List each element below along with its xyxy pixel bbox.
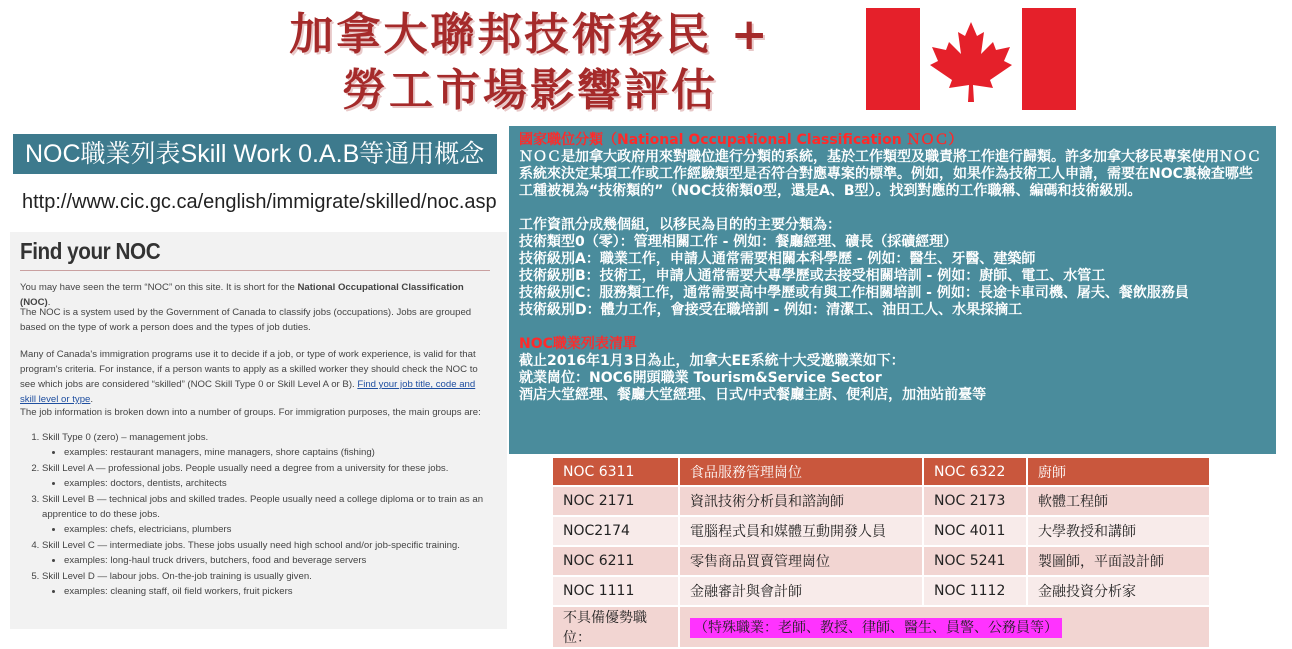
info-group: 技術級別A：職業工作，申請人通常需要相關本科學歷 - 例如：醫生、牙醫、建築師 [519,251,1036,267]
list-item: 4. Skill Level C — intermediate jobs. These jobs usually need high school and/or job-specific training. • examples: long-haul truck drivers, butchers, food and beverage servers [42,538,497,569]
list-item: 2. Skill Level A — professional jobs. People usually need a degree from a university for these jobs. • examples: doctors, dentists, architects [42,461,497,492]
info-list-line: 酒店大堂經理、餐廳大堂經理、日式/中式餐廳主廚、便利店，加油站前臺等 [519,387,987,403]
table-header-row: NOC 6311 食品服務管理崗位 NOC 6322 廚師 [551,458,1209,485]
table-row: NOC 2171 資訊技術分析員和諮詢師 NOC 2173 軟體工程師 [551,487,1209,515]
special-occupations: （特殊職業：老師、教授、律師、醫生、員警、公務員等） [690,618,1062,638]
flag-left-bar [866,8,920,110]
title-line-2: 勞工市場影響評估 [342,65,718,116]
list-item: 3. Skill Level B — technical jobs and skilled trades. People usually need a college diploma or to train as an apprentice to do these jobs. • examples: chefs, electricians, plumbers [42,492,497,538]
info-intro: ＮＯＣ是加拿大政府用來對職位進行分類的系統，基於工作類型及職責將工作進行歸類。許多加拿大移民專案使用ＮＯＣ系統來決定某項工作或工作經驗類型是否符合對應專案的標準。例如，如果作為技術工人申請，需要在NOC裏檢查哪些工種被視為“技術類的”（NOC技術類0型，還是A、B型）。找到對應的工作職稱、編碼和技術級別。 [519,149,1261,199]
info-heading: 國家職位分類（National Occupational Classification ＮＯＣ） [519,132,963,148]
flag-right-bar [1022,8,1076,110]
info-list-line: 截止2016年1月3日為止，加拿大EE系統十大受邀職業如下： [519,353,905,369]
table-row: NOC2174 電腦程式員和媒體互動開發人員 NOC 4011 大學教授和講師 [551,517,1209,545]
snapshot-paragraph-2: The NOC is a system used by the Government of Canada to classify jobs (occupations). Jobs are grouped based on the type of work a person does and the types of job duties. [20,307,472,333]
canadian-flag [866,8,1076,110]
maple-leaf-icon [926,20,1016,102]
info-group: 技術級別B：技術工，申請人通常需要大專學歷或去接受相關培訓 - 例如：廚師、電工、水管工 [519,268,1106,284]
list-item: 5. Skill Level D — labour jobs. On-the-job training is usually given. • examples: cleaning staff, oil field workers, fruit pickers [42,569,497,600]
table-row-non-advantaged: 不具備優勢職位： （特殊職業：老師、教授、律師、醫生、員警、公務員等） [551,607,1209,647]
noc-banner: NOC職業列表Skill Work 0.A.B等通用概念 [13,134,497,174]
table-row: NOC 6211 零售商品買賣管理崗位 NOC 5241 製圖師，平面設計師 [551,547,1209,575]
snapshot-heading: Find your NOC [20,238,161,264]
find-job-title-link[interactable]: Find your job title, code and skill level or type [20,379,476,405]
snapshot-paragraph-3: Many of Canada's immigration programs use it to decide if a job, or type of work experience, is valid for that program's criteria. For instance, if a person wants to apply as a skilled worker they should check the NOC to see which jobs are considered “skilled” (NOC Skill Type 0 or Skill Level A or B). Find your job title, code and skill level or type. [20,349,478,405]
snapshot-paragraph-4: The job information is broken down into a number of groups. For immigration purposes, the main groups are: [20,407,481,418]
noc-info-box [509,126,1276,454]
find-your-noc-snapshot [10,232,507,629]
noc-url: http://www.cic.gc.ca/english/immigrate/skilled/noc.asp [22,191,497,213]
list-item: 1. Skill Type 0 (zero) – management jobs. • examples: restaurant managers, mine managers, shore captains (fishing) [42,430,497,461]
title-line-1: 加拿大聯邦技術移民 + [289,9,771,60]
noc-occupation-table [551,456,1209,649]
info-list-title: NOC職業列表清單 [519,336,637,352]
info-group: 技術類型0（零）：管理相關工作 - 例如：餐廳經理、礦長（採礦經理） [519,234,958,250]
table-row: NOC 1111 金融審計與會計師 NOC 1112 金融投資分析家 [551,577,1209,605]
info-list-line: 就業崗位：NOC6開頭職業 Tourism&Service Sector [519,370,882,386]
snapshot-divider [20,270,490,271]
info-group: 技術級別D：體力工作，會接受在職培訓 - 例如：清潔工、油田工人、水果採摘工 [519,302,1023,318]
skill-list [20,430,497,599]
info-group: 技術級別C：服務類工作，通常需要高中學歷或有與工作相關培訓 - 例如：長途卡車司機、屠夫、餐飲服務員 [519,285,1189,301]
snapshot-paragraph-1: You may have seen the term “NOC” on this site. It is short for the National Occupational Classification (NOC). [20,282,464,308]
info-groups-title: 工作資訊分成幾個組，以移民為目的的主要分類為： [519,217,841,233]
